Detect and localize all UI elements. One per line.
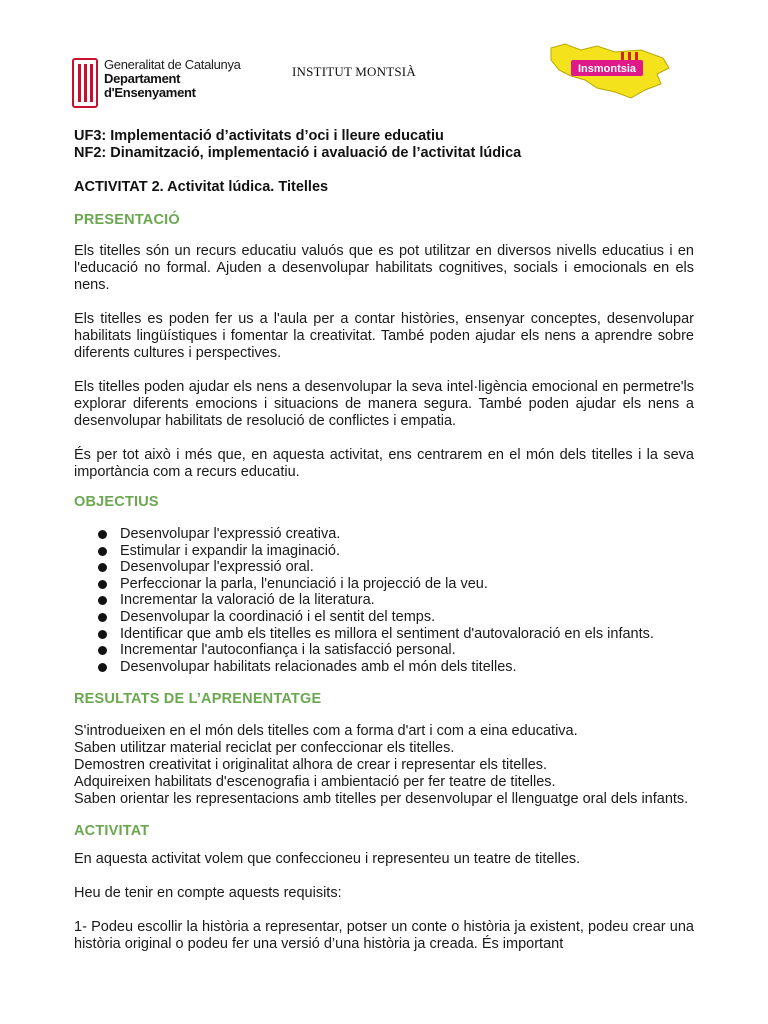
- presentacio-paragraph-2: Els titelles es poden fer us a l'aula per a contar històries, ensenyar conceptes, desenvolupar habilitats lingüístiques i fomentar la creativitat. També poden ajudar els nens a aprendre sobre diferents cultures i perspectives.: [74, 311, 694, 361]
- list-item: Saben utilitzar material reciclat per confeccionar els titelles.: [74, 740, 455, 757]
- document-body: [74, 128, 694, 953]
- presentacio-paragraph-4: És per tot això i més que, en aquesta activitat, ens centrarem en el món dels titelles i la seva importància com a recurs educatiu.: [74, 447, 694, 480]
- presentacio-title: PRESENTACIÓ: [74, 212, 180, 228]
- list-item: Desenvolupar habilitats relacionades amb el món dels titelles.: [74, 659, 694, 676]
- gencat-line-2: Departament: [104, 71, 181, 86]
- list-item: Demostren creativitat i originalitat alhora de crear i representar els titelles.: [74, 757, 548, 774]
- list-item: Perfeccionar la parla, l'enunciació i la projecció de la veu.: [74, 576, 694, 593]
- logo-text: Insmontsia: [577, 63, 637, 75]
- activitat-paragraph-2: Heu de tenir en compte aquests requisits:: [74, 885, 342, 902]
- activitat-title: ACTIVITAT: [74, 823, 150, 840]
- resultats-title: RESULTATS DE L’APRENENTATGE: [74, 691, 322, 708]
- list-item: S'introdueixen en el món dels titelles com a forma d'art i com a eina educativa.: [74, 723, 578, 740]
- list-item: Desenvolupar la coordinació i el sentit del temps.: [74, 609, 694, 626]
- insmontsia-logo: [545, 40, 675, 104]
- list-item: Adquireixen habilitats d'escenografia i ambientació per fer teatre de titelles.: [74, 774, 556, 791]
- gencat-line-1: Generalitat de Catalunya: [104, 57, 241, 72]
- nf-heading: NF2: Dinamització, implementació i avaluació de l’activitat lúdica: [74, 145, 522, 161]
- uf-heading: UF3: Implementació d’activitats d’oci i lleure educatiu: [74, 128, 444, 144]
- list-item: Incrementar la valoració de la literatura.: [74, 592, 694, 609]
- list-item: Estimular i expandir la imaginació.: [74, 543, 694, 560]
- gencat-logo: [72, 58, 241, 108]
- activitat-paragraph-1: En aquesta activitat volem que confeccioneu i representeu un teatre de titelles.: [74, 851, 581, 868]
- presentacio-paragraph-1: Els titelles són un recurs educatiu valuós que es pot utilitzar en diversos nivells educatius i en l'educació no formal. Ajuden a desenvolupar habilitats cognitives, socials i emocionals en els nens.: [74, 243, 694, 293]
- gencat-emblem-icon: [72, 58, 98, 108]
- list-item: Identificar que amb els titelles es millora el sentiment d'autovaloració en els infants.: [74, 626, 694, 643]
- resultats-list: [74, 723, 694, 808]
- activitat-paragraph-3: 1- Podeu escollir la història a representar, potser un conte o història ja existent, podeu crear una història original o podeu fer una versió d’una història ja creada. És important: [74, 919, 694, 953]
- objectius-title: OBJECTIUS: [74, 494, 159, 510]
- institute-name: INSTITUT MONTSIÀ: [292, 64, 416, 79]
- gencat-line-3: d'Ensenyament: [104, 85, 196, 100]
- list-item: Incrementar l'autoconfiança i la satisfacció personal.: [74, 642, 694, 659]
- list-item: Desenvolupar l'expressió creativa.: [74, 526, 694, 543]
- list-item: Saben orientar les representacions amb titelles per desenvolupar el llenguatge oral dels infants.: [74, 791, 689, 808]
- activity-heading: ACTIVITAT 2. Activitat lúdica. Titelles: [74, 179, 329, 195]
- document-header: [0, 0, 768, 120]
- list-item: Desenvolupar l'expressió oral.: [74, 559, 694, 576]
- objectius-list: [74, 526, 694, 675]
- presentacio-paragraph-3: Els titelles poden ajudar els nens a desenvolupar la seva intel·ligència emocional en permetre'ls explorar diferents emocions i situacions de manera segura. També poden ajudar els nens a desenvolupar habilitats de resolució de conflictes i empatia.: [74, 379, 694, 429]
